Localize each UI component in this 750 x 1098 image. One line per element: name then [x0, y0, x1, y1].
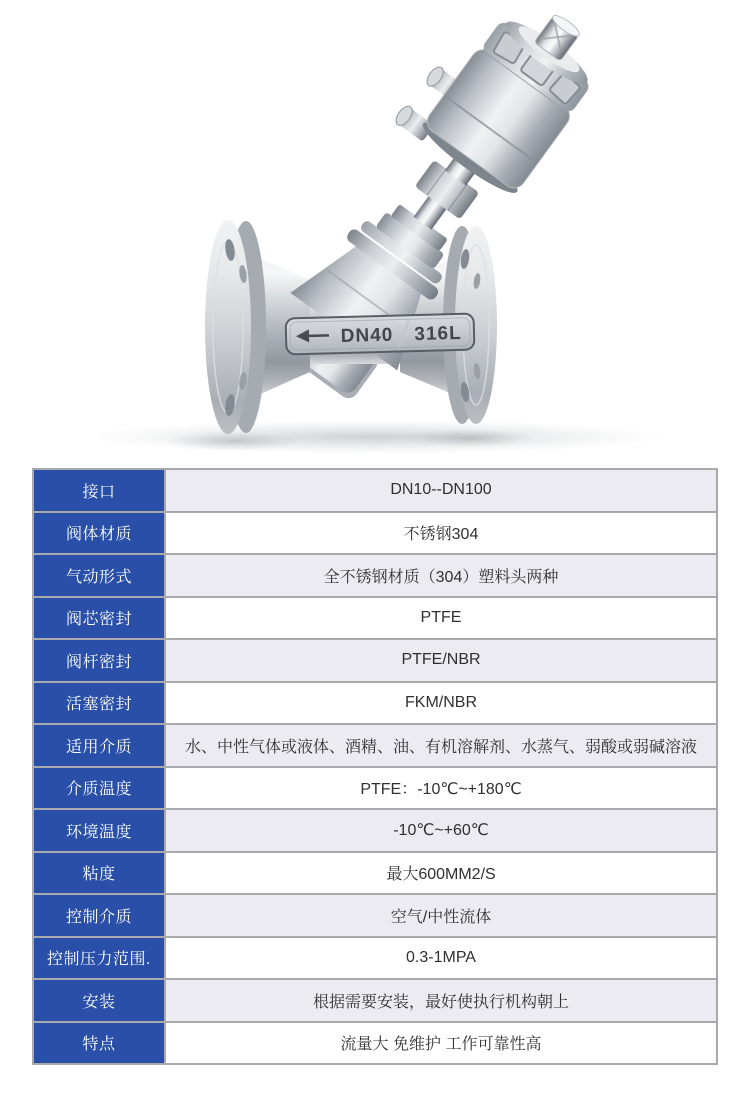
spec-row-viscosity — [34, 853, 716, 896]
spec-value: PTFE/NBR — [166, 640, 716, 681]
spec-value: 根据需要安装，最好使执行机构朝上 — [166, 980, 716, 1021]
spec-label: 特点 — [34, 1023, 166, 1064]
spec-label: 接口 — [34, 470, 166, 511]
spec-label: 介质温度 — [34, 768, 166, 809]
spec-value: 流量大 免维护 工作可靠性高 — [166, 1023, 716, 1064]
spec-row-control-pressure-range — [34, 938, 716, 981]
spec-row-pneumatic-form — [34, 555, 716, 598]
spec-value: PTFE：-10℃~+180℃ — [166, 768, 716, 809]
spec-row-core-seal — [34, 598, 716, 641]
spec-row-control-media — [34, 895, 716, 938]
spec-value: 不锈钢304 — [166, 513, 716, 554]
left-flange — [205, 220, 266, 434]
spec-value: 最大600MM2/S — [166, 853, 716, 894]
spec-value: 全不锈钢材质（304）塑料头两种 — [166, 555, 716, 596]
spec-label: 控制介质 — [34, 895, 166, 936]
spec-value: 0.3-1MPA — [166, 938, 716, 979]
spec-table — [32, 468, 718, 1065]
marking-size-text: DN40 — [340, 324, 394, 348]
spec-row-piston-seal — [34, 683, 716, 726]
spec-row-media-temperature — [34, 768, 716, 811]
spec-label: 环境温度 — [34, 810, 166, 851]
spec-label: 活塞密封 — [34, 683, 166, 724]
spec-row-interface — [34, 470, 716, 513]
spec-value: 空气/中性流体 — [166, 895, 716, 936]
spec-value: DN10--DN100 — [166, 470, 716, 511]
spec-value: FKM/NBR — [166, 683, 716, 724]
spec-label: 粘度 — [34, 853, 166, 894]
spec-label: 气动形式 — [34, 555, 166, 596]
angle-seat-valve-illustration — [0, 0, 750, 462]
product-photo — [0, 0, 750, 462]
spec-row-ambient-temperature — [34, 810, 716, 853]
spec-row-body-material — [34, 513, 716, 556]
spec-row-installation — [34, 980, 716, 1023]
spec-row-applicable-media — [34, 725, 716, 768]
spec-row-features — [34, 1023, 716, 1064]
spec-label: 阀体材质 — [34, 513, 166, 554]
valve-marking-plate — [286, 314, 475, 355]
spec-label: 阀芯密封 — [34, 598, 166, 639]
spec-label: 控制压力范围. — [34, 938, 166, 979]
spec-value: PTFE — [166, 598, 716, 639]
spec-value: -10℃~+60℃ — [166, 810, 716, 851]
spec-value: 水、中性气体或液体、酒精、油、有机溶解剂、水蒸气、弱酸或弱碱溶液 — [166, 725, 716, 766]
marking-material-text: 316L — [414, 322, 462, 346]
ground-shadow — [85, 420, 665, 454]
spec-label: 适用介质 — [34, 725, 166, 766]
spec-label: 阀杆密封 — [34, 640, 166, 681]
spec-label: 安装 — [34, 980, 166, 1021]
spec-row-stem-seal — [34, 640, 716, 683]
